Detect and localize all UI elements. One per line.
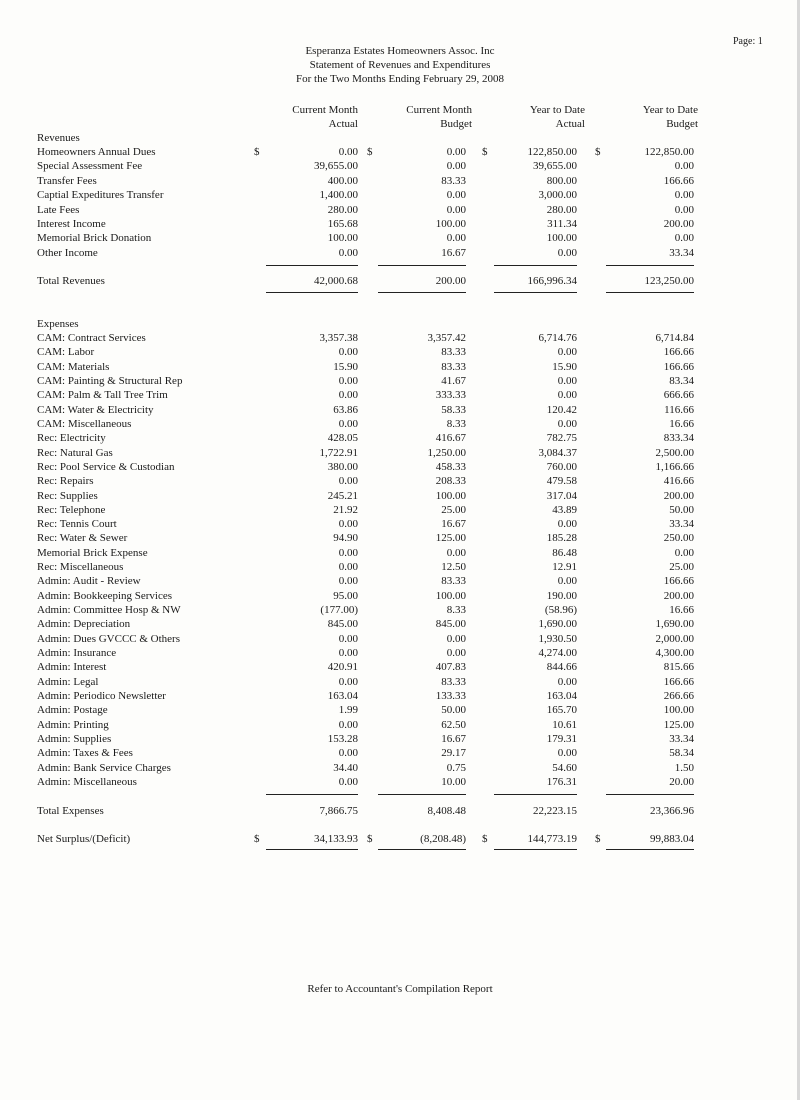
row-label: Rec: Natural Gas (37, 446, 113, 459)
total-rule (494, 292, 577, 293)
expense-row (0, 632, 800, 646)
cell-value: 400.00 (327, 174, 358, 187)
expense-row (0, 617, 800, 631)
column-header-ytd-budget: Year to Date Budget (642, 104, 698, 130)
expense-row (0, 560, 800, 574)
row-label: Total Revenues (37, 275, 105, 287)
cell-value: 0.00 (557, 575, 577, 588)
dollar-sign: $ (595, 833, 601, 845)
cell-value: 176.31 (546, 775, 577, 788)
subtotal-rule (606, 265, 694, 266)
column-header-current-budget: Current Month Budget (406, 104, 472, 130)
cell-value: 380.00 (327, 460, 358, 473)
cell-value: 0.00 (338, 417, 358, 430)
row-label: CAM: Contract Services (37, 332, 146, 344)
revenue-row (0, 231, 800, 245)
cell-value: 2,000.00 (655, 632, 694, 645)
cell-value: 83.34 (669, 374, 694, 387)
total-rule (606, 292, 694, 293)
expense-row (0, 689, 800, 703)
cell-value: 29.17 (441, 747, 466, 760)
row-label: Transfer Fees (37, 174, 97, 187)
revenue-row (0, 145, 800, 159)
cell-value: 0.75 (446, 761, 466, 774)
cell-value: 116.66 (664, 403, 694, 416)
expense-row (0, 417, 800, 431)
row-label: Admin: Postage (37, 704, 108, 717)
cell-value: 0.00 (446, 160, 466, 173)
cell-value: 163.04 (327, 690, 358, 702)
footer-note: Refer to Accountant's Compilation Report (307, 983, 493, 995)
cell-value: 22,223.15 (533, 805, 577, 817)
cell-value: (8,208.48) (420, 833, 466, 845)
dollar-sign: $ (367, 146, 373, 158)
cell-value: 165.68 (327, 218, 358, 230)
cell-value: 1,690.00 (538, 618, 577, 631)
cell-value: 100.00 (435, 218, 466, 230)
cell-value: 6,714.76 (538, 332, 577, 344)
cell-value: 16.67 (441, 518, 466, 531)
total-rule (378, 849, 466, 850)
cell-value: 8.33 (446, 604, 466, 617)
cell-value: 0.00 (557, 346, 577, 359)
cell-value: 0.00 (338, 718, 358, 731)
cell-value: 144,773.19 (527, 833, 577, 845)
cell-value: 42,000.68 (314, 275, 358, 287)
expense-row (0, 703, 800, 717)
dollar-sign: $ (482, 146, 488, 158)
cell-value: 163.04 (546, 690, 577, 702)
expense-row (0, 660, 800, 674)
cell-value: 190.00 (546, 589, 577, 602)
total-expenses-row (0, 804, 800, 818)
cell-value: 0.00 (557, 374, 577, 387)
cell-value: 280.00 (546, 203, 577, 216)
cell-value: 23,366.96 (650, 805, 694, 817)
cell-value: 166.66 (663, 174, 694, 187)
cell-value: 0.00 (338, 546, 358, 559)
cell-value: 815.66 (663, 661, 694, 674)
cell-value: 200.00 (663, 218, 694, 230)
expense-row (0, 360, 800, 374)
cell-value: 8,408.48 (427, 805, 466, 817)
cell-value: 0.00 (446, 189, 466, 202)
cell-value: 0.00 (446, 632, 466, 645)
cell-value: 416.67 (435, 432, 466, 445)
expense-row (0, 775, 800, 789)
cell-value: 0.00 (338, 575, 358, 588)
row-label: Rec: Tennis Court (37, 518, 117, 531)
section-heading-revenues (0, 131, 800, 145)
cell-value: 782.75 (546, 432, 577, 445)
cell-value: 100.00 (663, 704, 694, 717)
cell-value: 0.00 (338, 632, 358, 645)
expense-row (0, 574, 800, 588)
section-heading-expenses (0, 317, 800, 331)
cell-value: 0.00 (338, 518, 358, 531)
row-label: CAM: Water & Electricity (37, 403, 154, 416)
cell-value: 200.00 (435, 275, 466, 287)
cell-value: 41.67 (441, 374, 466, 387)
row-label: Revenues (37, 132, 80, 144)
company-name: Esperanza Estates Homeowners Assoc. Inc (305, 45, 495, 57)
cell-value: 1,930.50 (538, 632, 577, 645)
row-label: Admin: Taxes & Fees (37, 747, 133, 760)
total-rule (266, 849, 358, 850)
row-label: CAM: Materials (37, 360, 110, 373)
revenue-row (0, 217, 800, 231)
row-label: CAM: Painting & Structural Rep (37, 374, 183, 387)
cell-value: 3,000.00 (538, 189, 577, 202)
cell-value: 0.00 (674, 232, 694, 245)
expense-row (0, 675, 800, 689)
cell-value: 0.00 (674, 189, 694, 202)
row-label: CAM: Miscellaneous (37, 417, 132, 430)
row-label: Memorial Brick Expense (37, 546, 148, 559)
cell-value: 83.33 (441, 675, 466, 688)
expense-row (0, 489, 800, 503)
cell-value: 83.33 (441, 575, 466, 588)
cell-value: 0.00 (338, 647, 358, 660)
row-label: Admin: Supplies (37, 732, 112, 745)
cell-value: 0.00 (446, 146, 466, 158)
cell-value: 125.00 (663, 718, 694, 731)
cell-value: 0.00 (338, 747, 358, 760)
cell-value: 0.00 (338, 675, 358, 688)
cell-value: (177.00) (320, 604, 358, 617)
cell-value: 0.00 (338, 146, 358, 158)
subtotal-rule (378, 794, 466, 795)
cell-value: 83.33 (441, 360, 466, 373)
cell-value: 1,166.66 (655, 460, 694, 473)
cell-value: 58.34 (669, 747, 694, 760)
column-header-current-actual: Current Month Actual (292, 104, 358, 130)
cell-value: 0.00 (557, 518, 577, 531)
total-rule (266, 292, 358, 293)
cell-value: 333.33 (435, 389, 466, 402)
cell-value: 16.66 (669, 417, 694, 430)
row-label: Interest Income (37, 218, 106, 230)
cell-value: 165.70 (546, 704, 577, 717)
expense-row (0, 388, 800, 402)
expense-row (0, 460, 800, 474)
expense-row (0, 589, 800, 603)
cell-value: 0.00 (446, 232, 466, 245)
page-number: Page: 1 (733, 36, 763, 47)
cell-value: 3,357.42 (427, 332, 466, 344)
cell-value: 0.00 (674, 546, 694, 559)
cell-value: 800.00 (546, 174, 577, 187)
row-label: Rec: Supplies (37, 489, 98, 502)
row-label: Total Expenses (37, 805, 104, 817)
cell-value: 63.86 (333, 403, 358, 416)
cell-value: 120.42 (546, 403, 577, 416)
expense-row (0, 718, 800, 732)
cell-value: 34,133.93 (314, 833, 358, 845)
expense-row (0, 746, 800, 760)
cell-value: (58.96) (544, 604, 577, 617)
expense-row (0, 403, 800, 417)
cell-value: 12.50 (441, 561, 466, 574)
row-label: Admin: Audit - Review (37, 575, 141, 588)
cell-value: 317.04 (546, 489, 577, 502)
cell-value: 39,655.00 (314, 160, 358, 173)
expense-row (0, 517, 800, 531)
cell-value: 10.00 (441, 775, 466, 788)
cell-value: 208.33 (435, 475, 466, 488)
dollar-sign: $ (367, 833, 373, 845)
total-revenues-row (0, 274, 800, 288)
cell-value: 100.00 (546, 232, 577, 245)
cell-value: 0.00 (557, 675, 577, 688)
cell-value: 0.00 (338, 389, 358, 402)
cell-value: 200.00 (663, 489, 694, 502)
cell-value: 122,850.00 (527, 146, 577, 158)
cell-value: 250.00 (663, 532, 694, 545)
net-surplus-row (0, 832, 800, 846)
cell-value: 133.33 (435, 690, 466, 702)
row-label: Late Fees (37, 203, 80, 216)
total-rule (606, 849, 694, 850)
cell-value: 125.00 (435, 532, 466, 545)
cell-value: 12.91 (552, 561, 577, 574)
expense-row (0, 761, 800, 775)
cell-value: 760.00 (546, 460, 577, 473)
cell-value: 1,250.00 (427, 446, 466, 459)
cell-value: 83.33 (441, 174, 466, 187)
cell-value: 0.00 (338, 346, 358, 359)
expense-row (0, 431, 800, 445)
cell-value: 4,300.00 (655, 647, 694, 660)
cell-value: 39,655.00 (533, 160, 577, 173)
expense-row (0, 732, 800, 746)
cell-value: 0.00 (446, 546, 466, 559)
cell-value: 99,883.04 (650, 833, 694, 845)
expense-row (0, 446, 800, 460)
row-label: Captial Expeditures Transfer (37, 189, 164, 202)
cell-value: 845.00 (327, 618, 358, 631)
cell-value: 416.66 (663, 475, 694, 488)
row-label: Rec: Electricity (37, 432, 106, 445)
dollar-sign: $ (254, 146, 260, 158)
cell-value: 94.90 (333, 532, 358, 545)
cell-value: 2,500.00 (655, 446, 694, 459)
dollar-sign: $ (482, 833, 488, 845)
row-label: Other Income (37, 246, 98, 259)
row-label: Admin: Bank Service Charges (37, 761, 171, 774)
revenue-row (0, 159, 800, 173)
cell-value: 123,250.00 (644, 275, 694, 287)
cell-value: 62.50 (441, 718, 466, 731)
cell-value: 100.00 (327, 232, 358, 245)
row-label: Admin: Insurance (37, 647, 117, 660)
expense-row (0, 531, 800, 545)
row-label: Admin: Depreciation (37, 618, 131, 631)
cell-value: 100.00 (435, 489, 466, 502)
row-label: Admin: Printing (37, 718, 109, 731)
cell-value: 3,357.38 (319, 332, 358, 344)
cell-value: 200.00 (663, 589, 694, 602)
cell-value: 10.61 (552, 718, 577, 731)
cell-value: 479.58 (546, 475, 577, 488)
cell-value: 0.00 (338, 374, 358, 387)
row-label: Admin: Miscellaneous (37, 775, 137, 788)
cell-value: 33.34 (669, 732, 694, 745)
cell-value: 185.28 (546, 532, 577, 545)
expense-row (0, 603, 800, 617)
expense-row (0, 331, 800, 345)
cell-value: 4,274.00 (538, 647, 577, 660)
cell-value: 0.00 (674, 160, 694, 173)
cell-value: 245.21 (327, 489, 358, 502)
row-label: CAM: Labor (37, 346, 95, 359)
cell-value: 666.66 (663, 389, 694, 402)
row-label: Admin: Bookkeeping Services (37, 589, 173, 602)
revenue-row (0, 174, 800, 188)
cell-value: 0.00 (446, 203, 466, 216)
subtotal-rule (266, 265, 358, 266)
cell-value: 33.34 (669, 518, 694, 531)
cell-value: 1,722.91 (319, 446, 358, 459)
cell-value: 50.00 (669, 503, 694, 516)
cell-value: 15.90 (552, 360, 577, 373)
cell-value: 844.66 (546, 661, 577, 674)
cell-value: 3,084.37 (538, 446, 577, 459)
report-header (250, 44, 550, 86)
cell-value: 15.90 (333, 360, 358, 373)
cell-value: 0.00 (338, 561, 358, 574)
column-header-ytd-actual: Year to Date Actual (529, 104, 585, 130)
subtotal-rule (494, 265, 577, 266)
cell-value: 1,690.00 (655, 618, 694, 631)
expense-row (0, 646, 800, 660)
cell-value: 420.91 (327, 661, 358, 674)
cell-value: 0.00 (338, 775, 358, 788)
cell-value: 25.00 (669, 561, 694, 574)
expense-row (0, 546, 800, 560)
row-label: Rec: Pool Service & Custodian (37, 460, 175, 473)
cell-value: 8.33 (446, 417, 466, 430)
revenue-row (0, 203, 800, 217)
cell-value: 0.00 (557, 417, 577, 430)
cell-value: 280.00 (327, 203, 358, 216)
expense-row (0, 374, 800, 388)
cell-value: 166,996.34 (527, 275, 577, 287)
cell-value: 16.67 (441, 246, 466, 259)
row-label: CAM: Palm & Tall Tree Trim (37, 389, 168, 402)
report-period: For the Two Months Ending February 29, 2008 (295, 73, 505, 85)
report-title: Statement of Revenues and Expenditures (309, 59, 491, 71)
row-label: Memorial Brick Donation (37, 232, 152, 245)
cell-value: 0.00 (446, 647, 466, 660)
cell-value: 407.83 (435, 661, 466, 674)
cell-value: 83.33 (441, 346, 466, 359)
expense-row (0, 503, 800, 517)
expense-row (0, 474, 800, 488)
row-label: Rec: Repairs (37, 475, 94, 488)
cell-value: 1.99 (338, 704, 358, 717)
cell-value: 21.92 (333, 503, 358, 516)
cell-value: 428.05 (327, 432, 358, 445)
cell-value: 16.66 (669, 604, 694, 617)
cell-value: 54.60 (552, 761, 577, 774)
dollar-sign: $ (254, 833, 260, 845)
cell-value: 95.00 (333, 589, 358, 602)
cell-value: 153.28 (327, 732, 358, 745)
total-rule (378, 292, 466, 293)
row-label: Admin: Dues GVCCC & Others (37, 632, 180, 645)
total-rule (494, 849, 577, 850)
row-label: Admin: Periodico Newsletter (37, 690, 166, 702)
row-label: Admin: Interest (37, 661, 107, 674)
cell-value: 1,400.00 (319, 189, 358, 202)
row-label: Rec: Telephone (37, 503, 106, 516)
cell-value: 1.50 (674, 761, 694, 774)
cell-value: 166.66 (663, 675, 694, 688)
cell-value: 0.00 (557, 389, 577, 402)
row-label: Special Assessment Fee (37, 160, 143, 173)
cell-value: 179.31 (546, 732, 577, 745)
cell-value: 311.34 (547, 218, 577, 230)
cell-value: 43.89 (552, 503, 577, 516)
subtotal-rule (494, 794, 577, 795)
dollar-sign: $ (595, 146, 601, 158)
cell-value: 0.00 (338, 475, 358, 488)
cell-value: 86.48 (552, 546, 577, 559)
cell-value: 122,850.00 (644, 146, 694, 158)
cell-value: 0.00 (557, 246, 577, 259)
cell-value: 166.66 (663, 360, 694, 373)
cell-value: 845.00 (435, 618, 466, 631)
cell-value: 33.34 (669, 246, 694, 259)
row-label: Admin: Committee Hosp & NW (37, 604, 181, 617)
row-label: Net Surplus/(Deficit) (37, 833, 131, 845)
cell-value: 58.33 (441, 403, 466, 416)
row-label: Homeowners Annual Dues (37, 146, 156, 158)
row-label: Rec: Water & Sewer (37, 532, 128, 545)
revenue-row (0, 246, 800, 260)
cell-value: 166.66 (663, 575, 694, 588)
subtotal-rule (606, 794, 694, 795)
cell-value: 7,866.75 (319, 805, 358, 817)
row-label: Rec: Miscellaneous (37, 561, 124, 574)
cell-value: 50.00 (441, 704, 466, 717)
cell-value: 166.66 (663, 346, 694, 359)
row-label: Expenses (37, 318, 79, 330)
cell-value: 20.00 (669, 775, 694, 788)
revenue-row (0, 188, 800, 202)
subtotal-rule (266, 794, 358, 795)
cell-value: 0.00 (557, 747, 577, 760)
cell-value: 458.33 (435, 460, 466, 473)
cell-value: 0.00 (674, 203, 694, 216)
row-label: Admin: Legal (37, 675, 99, 688)
cell-value: 25.00 (441, 503, 466, 516)
cell-value: 100.00 (435, 589, 466, 602)
expense-row (0, 345, 800, 359)
cell-value: 34.40 (333, 761, 358, 774)
cell-value: 0.00 (338, 246, 358, 259)
subtotal-rule (378, 265, 466, 266)
cell-value: 266.66 (663, 690, 694, 702)
cell-value: 833.34 (663, 432, 694, 445)
cell-value: 6,714.84 (655, 332, 694, 344)
cell-value: 16.67 (441, 732, 466, 745)
